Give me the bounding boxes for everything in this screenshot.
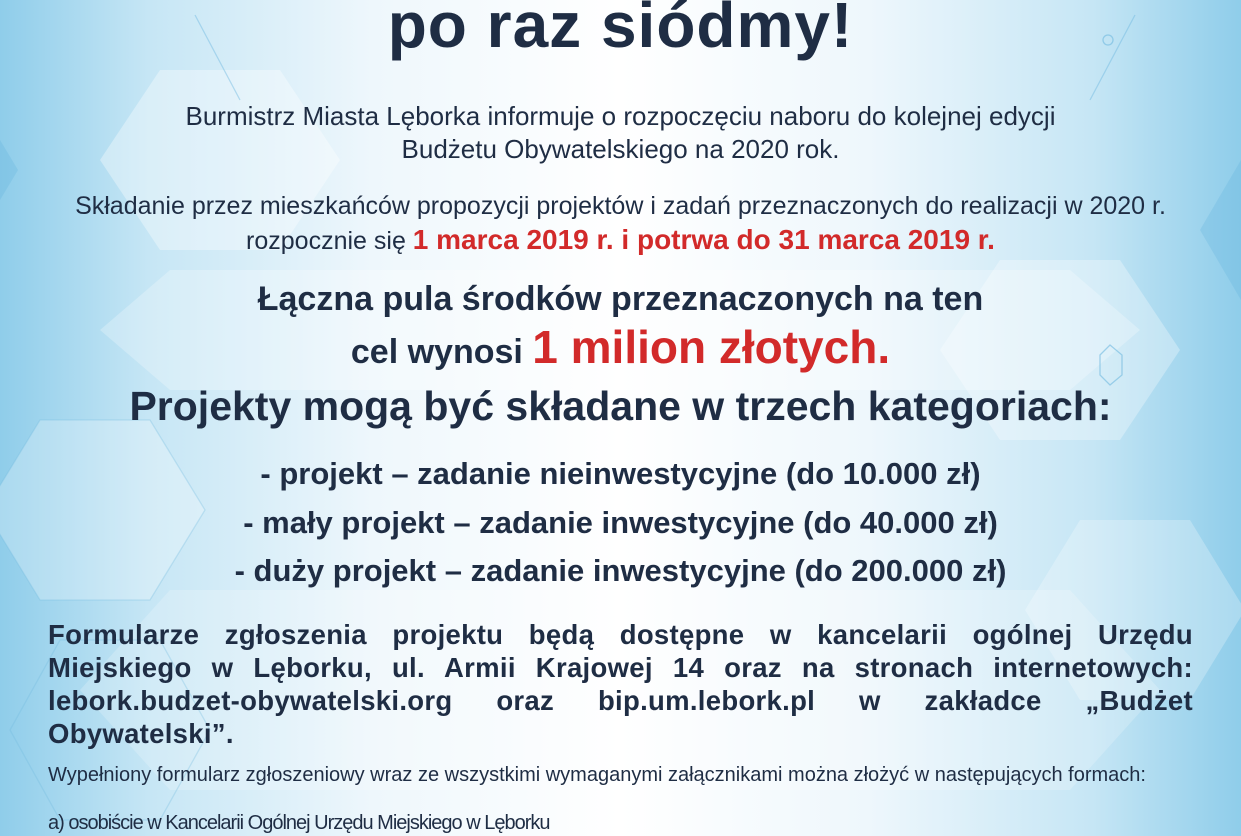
- funding-pool-prefix: cel wynosi: [350, 333, 533, 371]
- submission-period-prefix: rozpocznie się: [246, 227, 413, 255]
- category-item: - mały projekt – zadanie inwestycyjne (do 40.000 zł): [243, 504, 998, 540]
- intro-line-2: Budżetu Obywatelskiego na 2020 rok.: [401, 134, 840, 164]
- submission-dates: 1 marca 2019 r. i potrwa do 31 marca 2019 r.: [412, 224, 995, 255]
- submission-period: [0, 190, 1241, 258]
- funding-pool-line-2: [0, 323, 1241, 376]
- submission-period-line-1: Składanie przez mieszkańców propozycji projektów i zadań przeznaczonych do realizacji w 2020 r.: [75, 192, 1166, 220]
- category-item: - projekt – zadanie nieinwestycyjne (do 10.000 zł): [260, 456, 981, 491]
- submission-method-a: a) osobiście w Kancelarii Ogólnej Urzędu Miejskiego w Lęborku: [48, 812, 550, 834]
- submission-period-line-2: [0, 223, 1241, 258]
- funding-pool-amount: 1 milion złotych.: [532, 321, 891, 373]
- funding-pool-line-1: Łączna pula środków przeznaczonych na ten: [257, 280, 984, 318]
- poster-title: po raz siódmy!: [387, 0, 854, 61]
- intro-line-1: Burmistrz Miasta Lęborka informuje o rozpoczęciu naboru do kolejnej edycji: [185, 101, 1056, 131]
- categories-list: [0, 450, 1241, 596]
- category-item: - duży projekt – zadanie inwestycyjne (do 200.000 zł): [234, 553, 1007, 588]
- submission-methods-intro: Wypełniony formularz zgłoszeniowy wraz ze wszystkimi wymaganymi załącznikami można złożyć w następujących formach:: [48, 764, 1146, 786]
- funding-pool: [0, 275, 1241, 376]
- intro-text: [0, 100, 1241, 166]
- forms-availability-info: Formularze zgłoszenia projektu będą dostępne w kancelarii ogólnej Urzędu Miejskiego w Lęborku, ul. Armii Krajowej 14 oraz na stronach internetowych: lebork.budzet-obywatelski.org oraz bip.um.lebork.pl w zakładce „Budżet Obywatelski”.: [48, 619, 1193, 749]
- categories-heading: Projekty mogą być składane w trzech kategoriach:: [129, 383, 1112, 429]
